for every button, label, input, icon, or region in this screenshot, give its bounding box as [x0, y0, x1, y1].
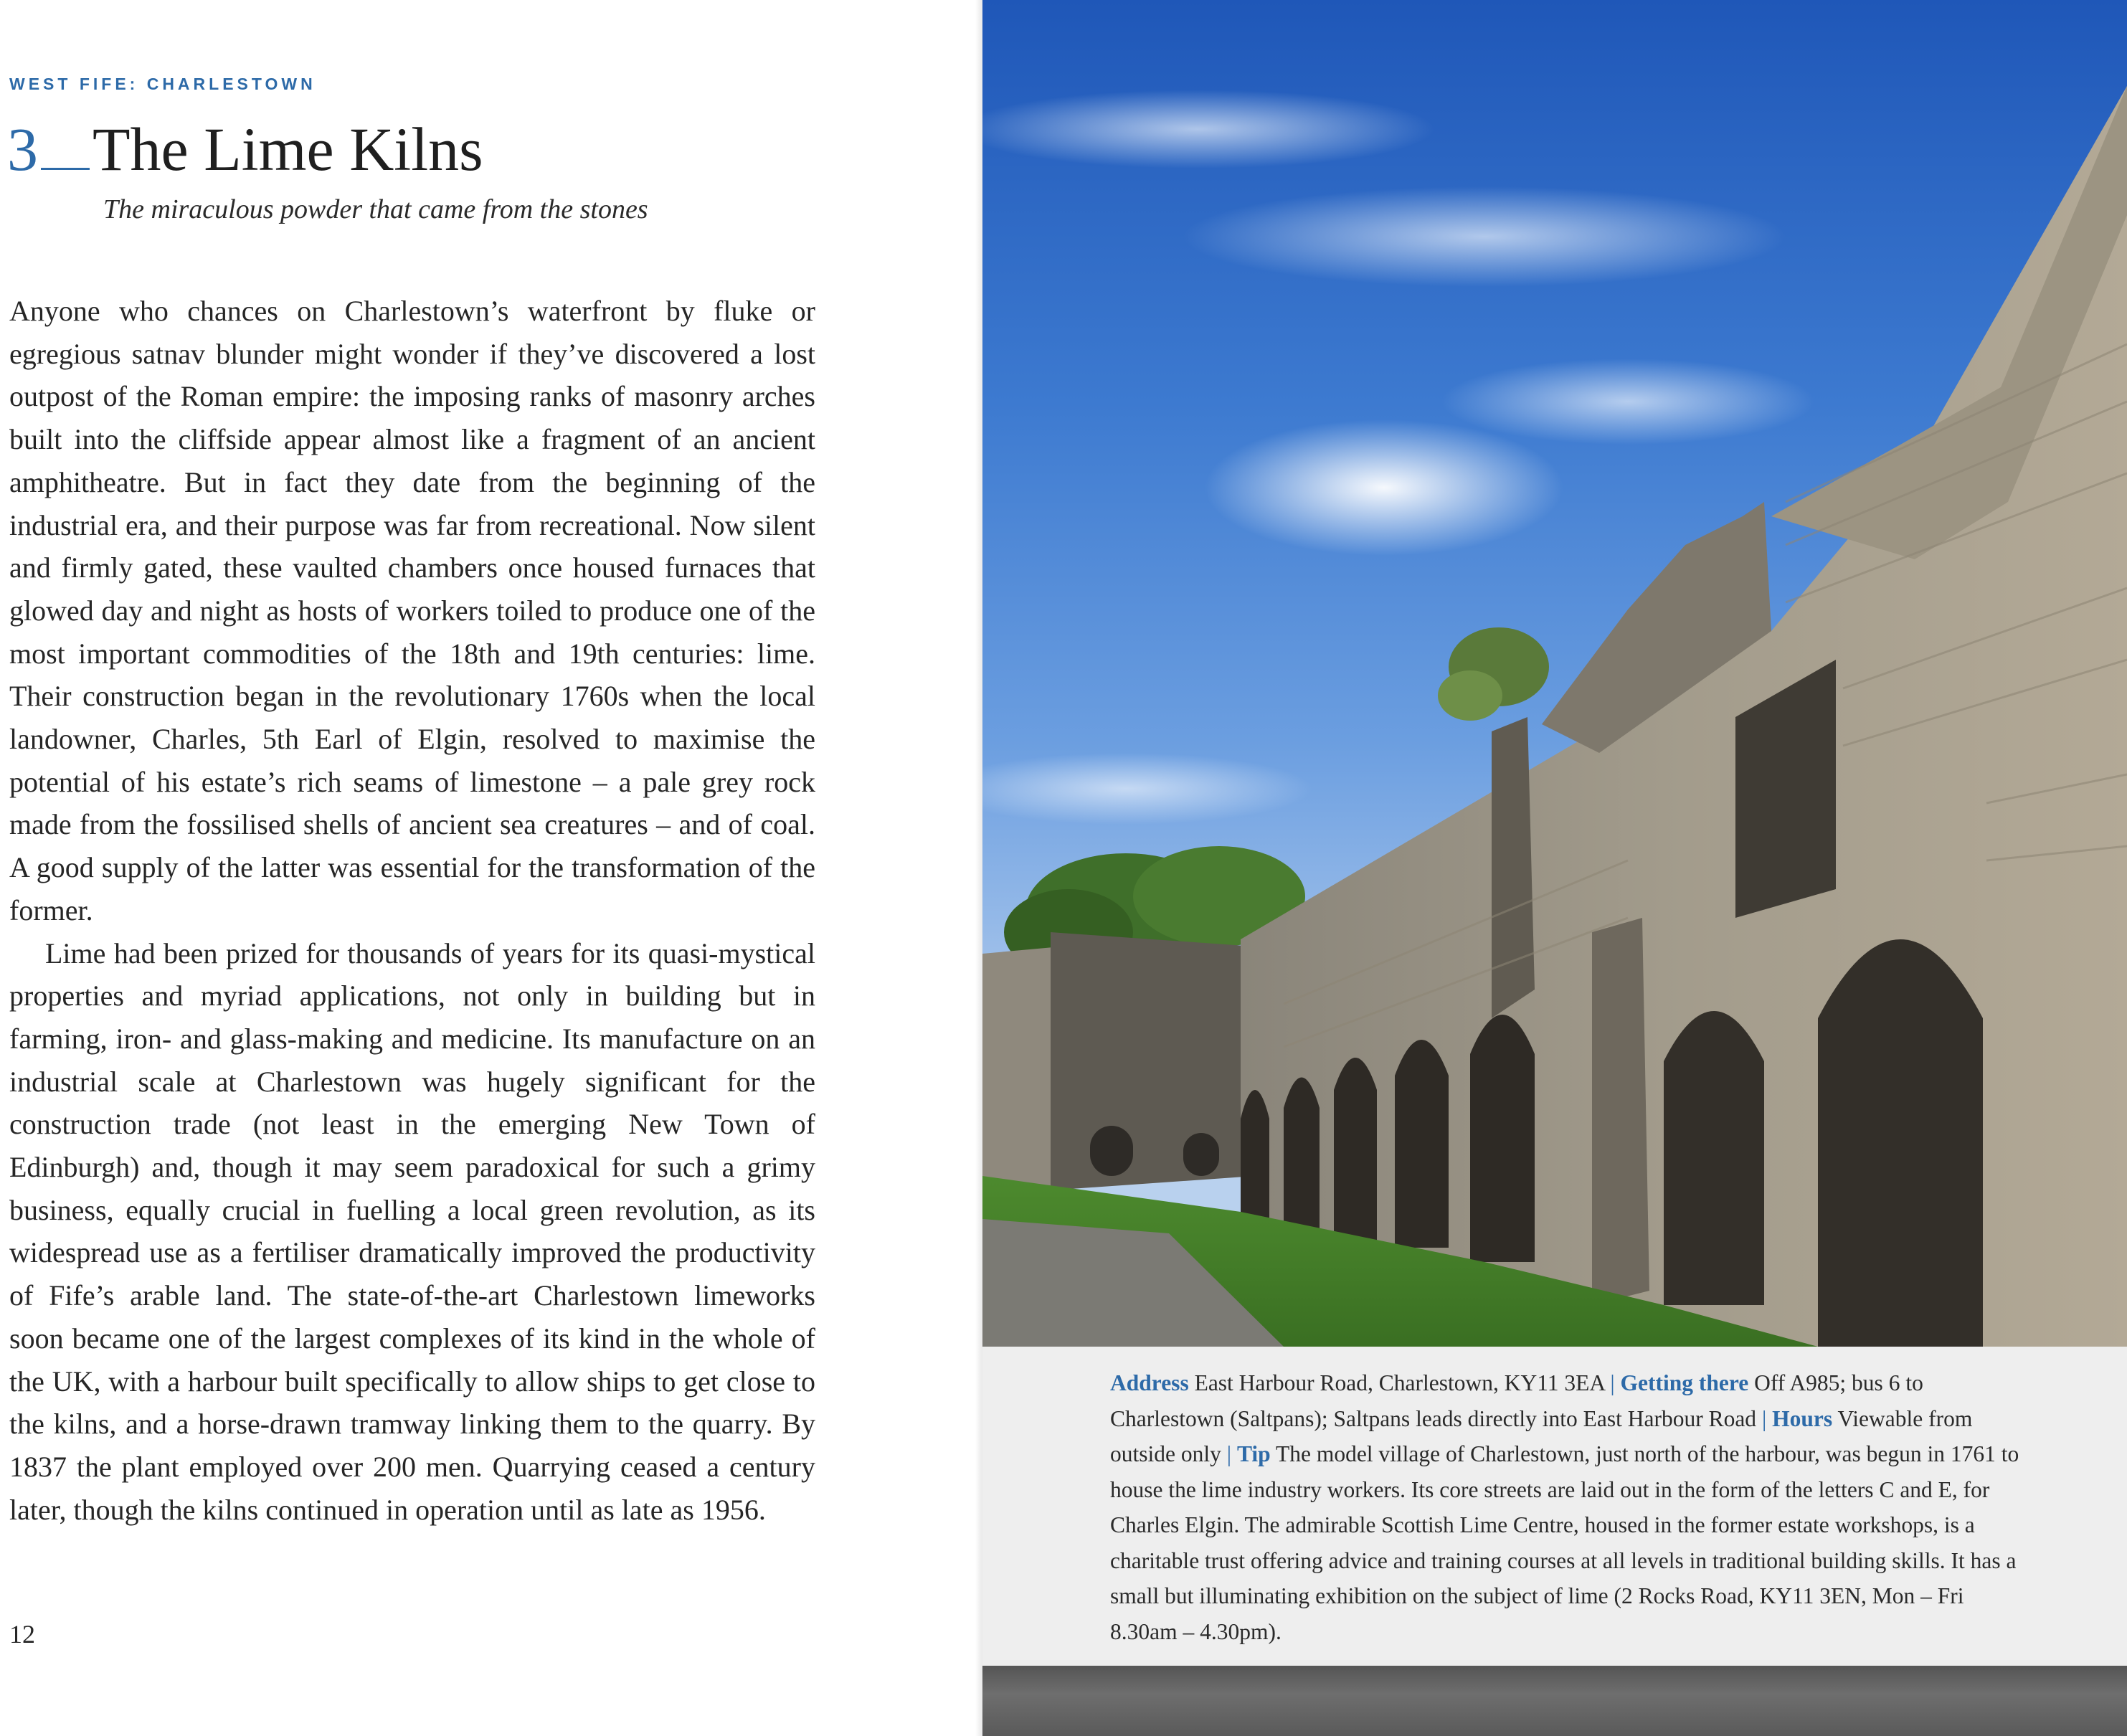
hours-value: Viewable from outside only: [1110, 1405, 1973, 1466]
paragraph-2: Lime had been prized for thousands of years for its quasi-mystical properties and myriad applications, not only in building but in farming, iron- and glass-making and medicine. Its manufacture on an industrial scale at Charlestown was hugely significant for the construction trade (not least in the emerging New Town of Edinburgh) and, though it may seem paradoxical for such a grimy business, equally crucial in fuelling a local green revolution, as its widespread use as a fertiliser dramatically improved the productivity of Fife’s arable land. The state-of-the-art Charlestown limeworks soon became one of the largest complexes of its kind in the whole of the UK, with a harbour built specifically to allow ships to get close to the kilns, and a horse-drawn tramway linking them to the quarry. By 1837 the plant employed over 200 men. Quarrying ceased a century later, though the kilns continued in operation until as late as 1956.: [9, 936, 815, 1526]
chapter-title: The Lime Kilns: [93, 115, 483, 184]
chapter-rule: [41, 168, 90, 170]
paragraph-1: Anyone who chances on Charlestown’s waterfront by fluke or egregious satnav blunder might wonder if they’ve discovered a lost outpost of the Roman empire: the imposing ranks of masonry arches built into the cliffside appear almost like a fragment of an ancient amphitheatre. But in fact they date from the beginning of the industrial era, and their purpose was far from recreational. Now silent and firmly gated, these vaulted chambers once housed furnaces that glowed day and night as hosts of workers toiled to produce one of the most important commodities of the 18th and 19th centuries: lime. Their construction began in the revolutionary 1760s when the local landowner, Charles, 5th Earl of Elgin, resolved to maximise the potential of his estate’s rich seams of limestone – a pale grey rock made from the fossilised shells of ancient sea creatures – and of coal. A good supply of the latter was essential for the transformation of the former.: [9, 295, 815, 926]
page-number: 12: [9, 1620, 35, 1649]
info-text: [1110, 1365, 2035, 1649]
lime-kilns-photo: [982, 0, 2127, 1347]
tip-label: Tip: [1236, 1441, 1271, 1466]
left-page: [0, 0, 982, 1736]
getting-there-label: Getting there: [1620, 1370, 1749, 1395]
body-text: [9, 290, 815, 1531]
address-value: East Harbour Road, Charlestown, KY11 3EA: [1194, 1370, 1605, 1395]
separator: |: [1761, 1405, 1767, 1431]
hours-label: Hours: [1772, 1405, 1833, 1431]
book-gutter: [975, 0, 982, 1736]
getting-there-value: Off A985; bus 6 to Charlestown (Saltpans); Saltpans leads directly into East Harbour Road: [1110, 1370, 1923, 1431]
chapter-number: 3: [7, 115, 38, 184]
section-label: WEST FIFE: CHARLESTOWN: [9, 75, 316, 93]
chapter-subtitle: The miraculous powder that came from the stones: [103, 194, 648, 224]
bottom-photo-strip: [982, 1666, 2127, 1736]
chapter-heading: [7, 113, 483, 192]
address-label: Address: [1110, 1370, 1189, 1395]
separator: |: [1610, 1370, 1615, 1395]
visitor-info-box: [982, 1347, 2127, 1666]
tip-value: The model village of Charlestown, just north of the harbour, was begun in 1761 to house the lime industry workers. Its core streets are laid out in the form of the letters C and E, for Charles Elgin. The admirable Scottish Lime Centre, housed in the former estate workshops, is a charitable trust offering advice and training courses at all levels in traditional building skills. It has a small but illuminating exhibition on the subject of lime (2 Rocks Road, KY11 3EN, Mon – Fri 8.30am – 4.30pm).: [1110, 1441, 2019, 1644]
separator: |: [1226, 1441, 1232, 1466]
